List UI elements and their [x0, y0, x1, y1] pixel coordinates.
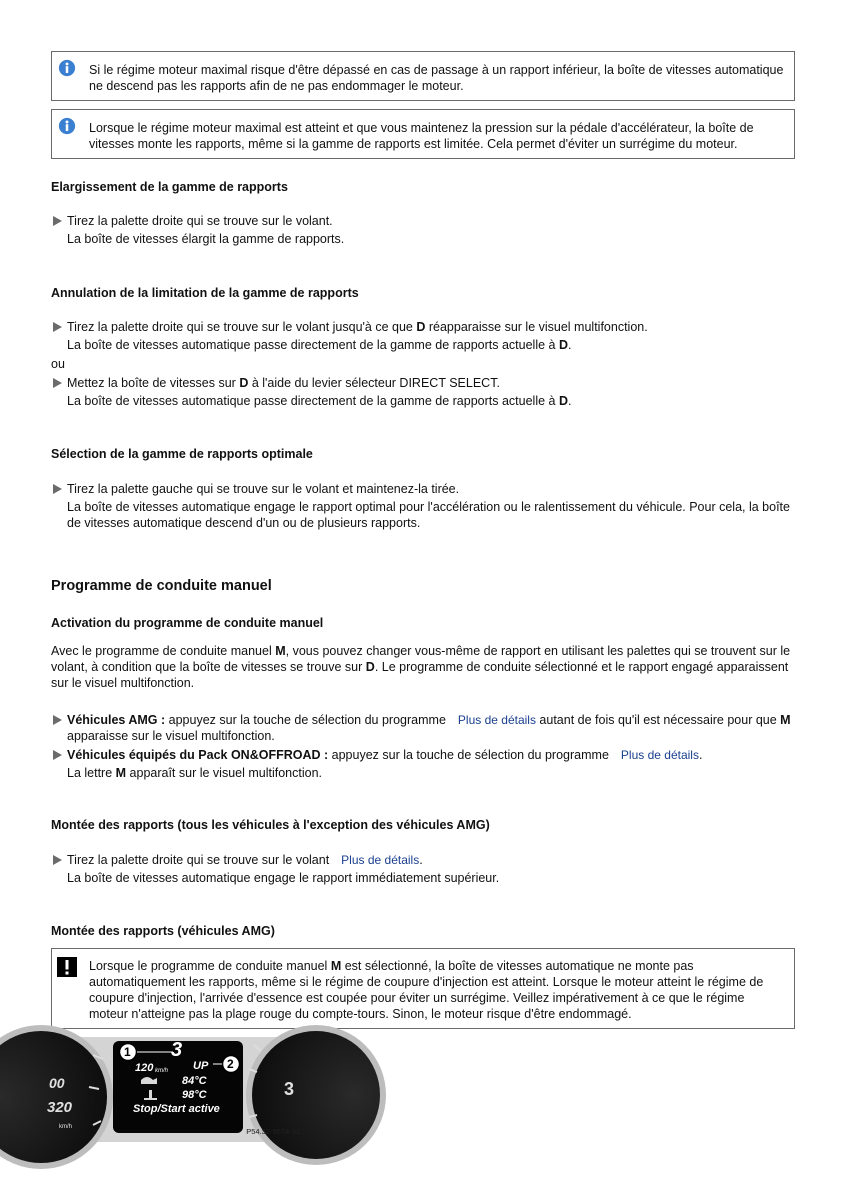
callout-1: 1	[124, 1045, 131, 1059]
warning-text: Lorsque le programme de conduite manuel M est sélectionné, la boîte de vitesses automatique ne monte pas automatiquement les rapports, même si le régime de coupure d'injection est atteint. Lorsque le moteur atteint le régime de coupure d'injection, l'arrivée d'essence est coupée pour éviter un surrégime. Veillez impérativement à ce que le régime moteur n'atteigne pas la plage rouge du compte-tours. Sinon, le moteur risque d'être endommagé.	[89, 959, 764, 1021]
arrow-icon	[53, 715, 62, 725]
upshift-indicator: UP	[193, 1060, 209, 1072]
left-gauge-label-1: 00	[49, 1075, 65, 1091]
step-elargissement	[51, 213, 801, 247]
right-gauge-label: 3	[284, 1079, 295, 1099]
instrument-cluster-image	[47, 1037, 304, 1142]
heading-elargissement: Elargissement de la gamme de rapports	[51, 180, 288, 194]
gear-value: 3	[171, 1039, 183, 1061]
info-text-1: Si le régime moteur maximal risque d'être dépassé en cas de passage à un rapport inférieur, la boîte de vitesses automatique ne descend pas les rapports afin de ne pas endommager le moteur.	[89, 63, 784, 93]
info-box-2	[51, 109, 795, 159]
arrow-icon	[53, 855, 62, 865]
intro-paragraph: Avec le programme de conduite manuel M, vous pouvez changer vous-même de rapport en utilisant les palettes qui se trouvent sur le volant, à condition que la boîte de vitesses se trouve sur D. Le programme de conduite sélectionné et le rapport engagé apparaissent sur le visuel multifonction.	[51, 644, 791, 690]
step-amg: Véhicules AMG : appuyez sur la touche de sélection du programme Plus de détails autant de fois qu'il est nécessaire pour que M apparaisse sur le visuel multifonction.	[51, 712, 801, 744]
heading-annulation: Annulation de la limitation de la gamme de rapports	[51, 286, 359, 300]
step-text: Tirez la palette droite qui se trouve sur le volant.	[67, 214, 333, 228]
details-link[interactable]: Plus de détails	[457, 713, 536, 727]
left-gauge-unit: km/h	[59, 1124, 73, 1130]
details-link[interactable]: Plus de détails	[620, 748, 699, 762]
step-pack: Véhicules équipés du Pack ON&OFFROAD : appuyez sur la touche de sélection du programme Plus de détails. La lettre M apparaît sur le visuel multifonction.	[51, 747, 801, 781]
heading-selection: Sélection de la gamme de rapports optimale	[51, 447, 313, 461]
warning-box	[51, 948, 795, 1029]
oil-temp: 84°C	[182, 1075, 207, 1087]
result-text: La boîte de vitesses automatique passe directement de la gamme de rapports actuelle à D.	[67, 394, 572, 408]
info-icon	[58, 59, 76, 77]
speed-value: 120	[135, 1062, 154, 1074]
arrow-icon	[53, 216, 62, 226]
result-text: La boîte de vitesses élargit la gamme de rapports.	[67, 232, 345, 246]
status-text: Stop/Start active	[133, 1103, 220, 1115]
info-icon	[58, 117, 76, 135]
result-text: La boîte de vitesses automatique engage le rapport immédiatement supérieur.	[67, 871, 500, 885]
left-gauge-label-2: 320	[47, 1099, 73, 1116]
coolant-temp: 98°C	[182, 1089, 207, 1101]
arrow-icon	[53, 750, 62, 760]
arrow-icon	[53, 322, 62, 332]
arrow-icon	[53, 484, 62, 494]
heading-montee-amg: Montée des rapports (véhicules AMG)	[51, 924, 275, 938]
step-annulation-1	[51, 319, 801, 353]
warning-icon	[57, 957, 77, 977]
step-text: Tirez la palette droite qui se trouve sur le volant jusqu'à ce que D réapparaisse sur le visuel multifonction.	[67, 320, 648, 334]
step-text: Mettez la boîte de vitesses sur D à l'aide du levier sélecteur DIRECT SELECT.	[67, 376, 500, 390]
heading-montee: Montée des rapports (tous les véhicules à l'exception des véhicules AMG)	[51, 818, 490, 832]
section-title: Programme de conduite manuel	[51, 578, 272, 594]
or-text: ou	[51, 357, 65, 371]
result-text: La lettre M apparaît sur le visuel multifonction.	[67, 766, 322, 780]
step-selection	[51, 481, 801, 531]
step-text: Tirez la palette gauche qui se trouve sur le volant et maintenez-la tirée.	[67, 482, 460, 496]
speed-unit: km/h	[155, 1068, 169, 1074]
arrow-icon	[53, 378, 62, 388]
heading-activation: Activation du programme de conduite manuel	[51, 616, 324, 630]
result-text: La boîte de vitesses automatique engage le rapport optimal pour l'accélération ou le ralentissement du véhicule. Pour cela, la boîte de vitesses automatique descend d'un ou de plusieurs rapports.	[67, 500, 790, 530]
callout-2: 2	[227, 1057, 234, 1071]
details-link[interactable]: Plus de détails	[341, 853, 420, 867]
figure-caption: P54.32-9574-31	[246, 1127, 300, 1136]
info-box-1	[51, 51, 795, 101]
info-text-2: Lorsque le régime moteur maximal est atteint et que vous maintenez la pression sur la pédale d'accélérateur, la boîte de vitesses monte les rapports, même si la gamme de rapports est limitée. Cela permet d'éviter un surrégime du moteur.	[89, 121, 754, 151]
step-montee: Tirez la palette droite qui se trouve sur le volant Plus de détails. La boîte de vitesses automatique engage le rapport immédiatement supérieur.	[51, 852, 801, 886]
step-annulation-2	[51, 375, 801, 409]
result-text: La boîte de vitesses automatique passe directement de la gamme de rapports actuelle à D.	[67, 338, 572, 352]
